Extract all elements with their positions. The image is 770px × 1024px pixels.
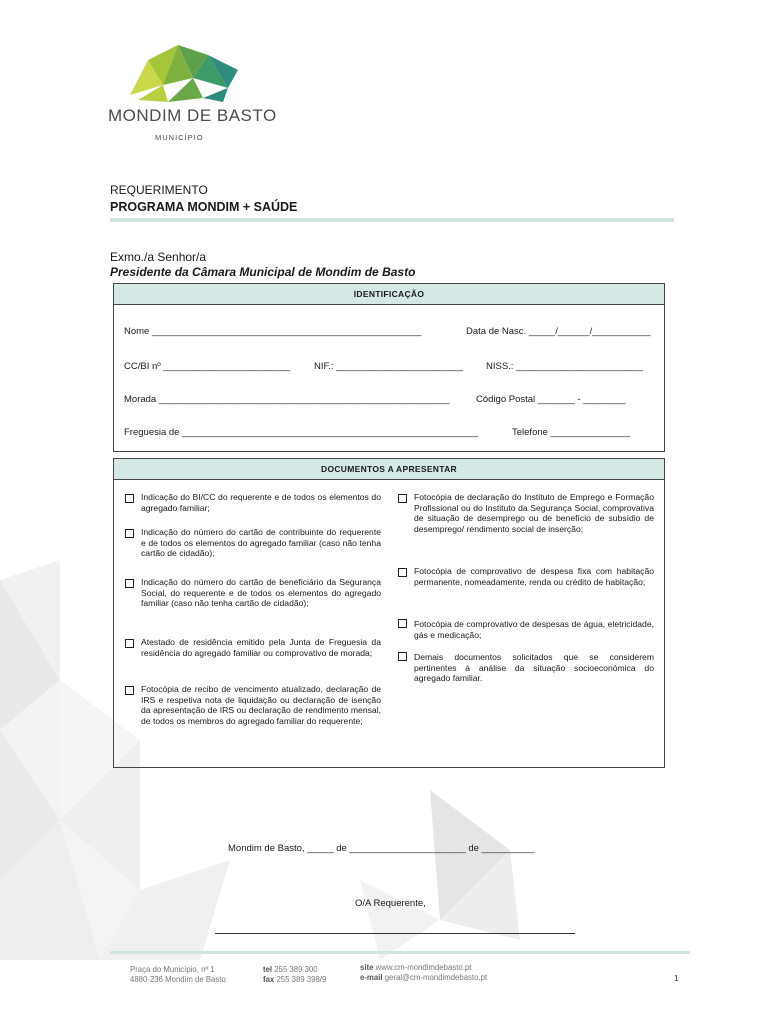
tel-label: tel <box>263 965 273 974</box>
identification-section <box>113 283 665 452</box>
document-checkbox[interactable] <box>398 568 407 577</box>
request-label: REQUERIMENTO <box>110 183 208 197</box>
document-item: Demais documentos solicitados que se considerem pertinentes à análise da situação socioeconómica do agregado familiar. <box>414 652 654 684</box>
footer-phone <box>263 965 326 985</box>
site-link[interactable]: www.cm-mondimdebasto.pt <box>375 963 472 972</box>
program-title: PROGRAMA MONDIM + SAÚDE <box>110 200 298 214</box>
document-checkbox[interactable] <box>125 494 134 503</box>
document-checkbox[interactable] <box>398 494 407 503</box>
document-item: Fotocópia de declaração do Instituto de Emprego e Formação Profissional ou do Instituto da Segurança Social, comprovativa de situação de desemprego ou de benefício de subsídio de desemprego/ rendimento social de inserção; <box>414 492 654 534</box>
postal-code-field[interactable]: Código Postal _______ - ________ <box>476 394 626 405</box>
footer-address-line1: Praça do Município, nº 1 <box>130 965 215 974</box>
identification-heading: IDENTIFICAÇÃO <box>114 284 664 305</box>
fax-label: fax <box>263 975 275 984</box>
parish-field[interactable]: Freguesia de ________________________________________________________ <box>124 427 478 438</box>
document-item: Fotocópia de recibo de vencimento atualizado, declaração de IRS e respetiva nota de liquidação ou declaração de isenção da apresentação de IRS ou declaração de rendimento mensal, de todos os membros do agregado familiar do requerente; <box>141 684 381 726</box>
footer-address <box>130 965 226 985</box>
site-label: site <box>360 963 374 972</box>
salutation: Exmo./a Senhor/a <box>110 250 207 264</box>
applicant-label: O/A Requerente, <box>355 898 426 909</box>
birth-date-field[interactable]: Data de Nasc. _____/______/___________ <box>466 326 651 337</box>
document-item: Indicação do número do cartão de beneficiário da Segurança Social, do requerente e de todos os elementos do agregado familiar (caso não tenha cartão de cidadão); <box>141 577 381 609</box>
email-label: e-mail <box>360 973 383 982</box>
niss-field[interactable]: NISS.: ________________________ <box>486 361 643 372</box>
tel-number: 255 389 300 <box>274 965 318 974</box>
documents-section <box>113 458 665 768</box>
name-field[interactable]: Nome ___________________________________________________ <box>124 326 422 337</box>
phone-field[interactable]: Telefone _______________ <box>512 427 630 438</box>
footer-contact <box>360 963 487 983</box>
document-checkbox[interactable] <box>125 529 134 538</box>
address-field[interactable]: Morada _______________________________________________________ <box>124 394 450 405</box>
email-link[interactable]: geral@cm-mondimdebasto.pt <box>384 973 488 982</box>
footer-divider <box>110 951 690 954</box>
document-checkbox[interactable] <box>398 652 407 661</box>
document-item: Indicação do número do cartão de contribuinte do requerente e de todos os elementos do agregado familiar (caso não tenha cartão de cidadão); <box>141 527 381 559</box>
footer-address-line2: 4880-236 Mondim de Basto <box>130 975 226 984</box>
addressee: Presidente da Câmara Municipal de Mondim de Basto <box>110 265 416 279</box>
document-item: Fotocópia de comprovativo de despesas de água, eletricidade, gás e medicação; <box>414 619 654 640</box>
document-item: Fotocópia de comprovativo de despesa fixa com habitação permanente, nomeadamente, renda ou crédito de habitação; <box>414 566 654 587</box>
header-divider <box>110 218 674 222</box>
date-line[interactable]: Mondim de Basto, _____ de ______________________ de __________ <box>228 843 535 854</box>
document-item: Indicação do BI/CC do requerente e de todos os elementos do agregado familiar; <box>141 492 381 513</box>
fax-number: 255 389 398/9 <box>276 975 327 984</box>
document-item: Atestado de residência emitido pela Junta de Freguesia da residência do agregado familiar ou comprovativo de morada; <box>141 637 381 658</box>
documents-heading: DOCUMENTOS A APRESENTAR <box>114 459 664 480</box>
logo-subtitle: MUNICÍPIO <box>155 133 204 142</box>
nif-field[interactable]: NIF.: ________________________ <box>314 361 463 372</box>
document-checkbox[interactable] <box>125 639 134 648</box>
id-card-field[interactable]: CC/BI nº ________________________ <box>124 361 291 372</box>
document-checkbox[interactable] <box>398 619 407 628</box>
document-checkbox[interactable] <box>125 686 134 695</box>
document-checkbox[interactable] <box>125 579 134 588</box>
page-number: 1 <box>674 973 679 983</box>
logo-name: MONDIM DE BASTO <box>108 106 277 125</box>
signature-line[interactable] <box>215 933 575 934</box>
